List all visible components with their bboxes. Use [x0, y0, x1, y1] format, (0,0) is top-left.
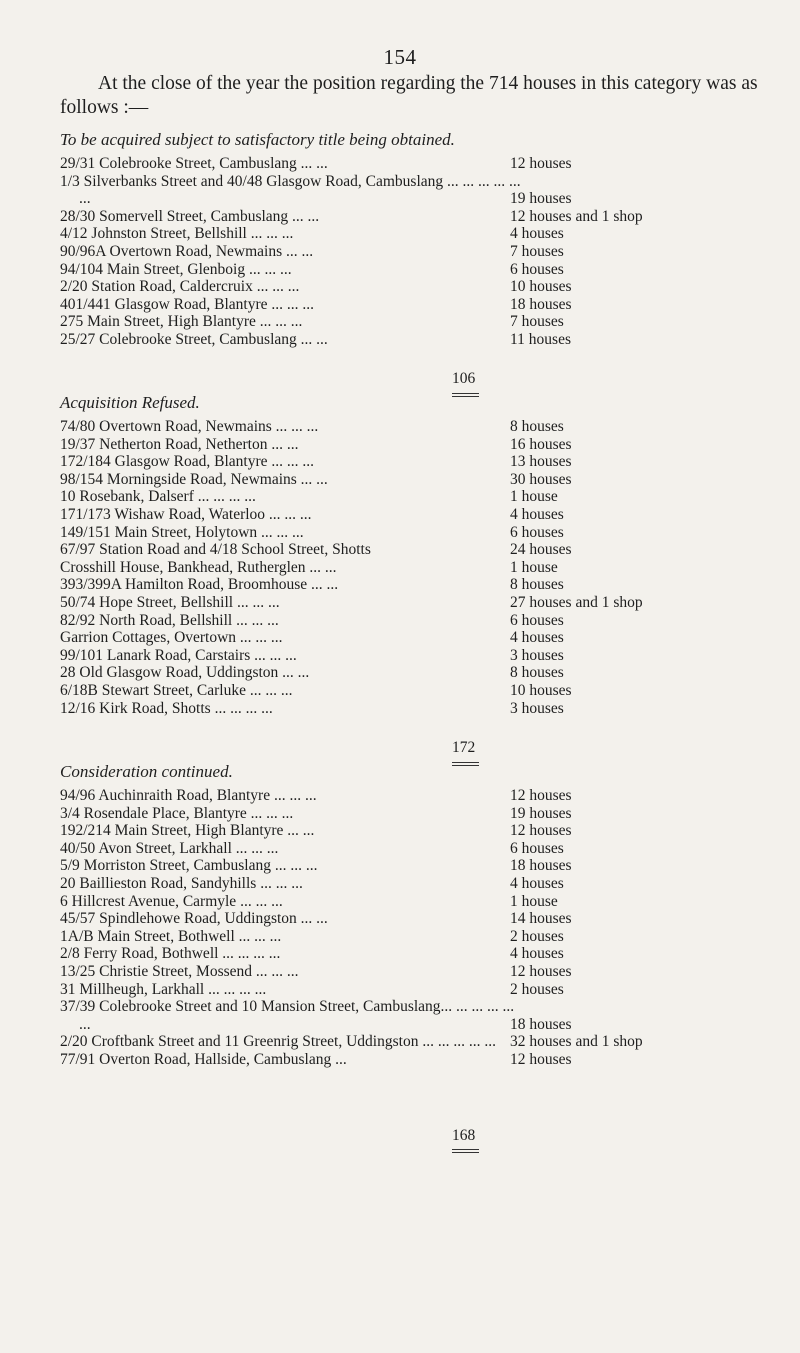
entry-address: 19/37 Netherton Road, Netherton ... ... [60, 435, 299, 453]
entry-address: 171/173 Wishaw Road, Waterloo ... ... ... [60, 505, 312, 523]
list-item [60, 963, 800, 981]
entry-address: 28 Old Glasgow Road, Uddingston ... ... [60, 664, 310, 682]
list-item [60, 559, 800, 577]
list-item [60, 541, 800, 559]
entry-address: 3/4 Rosendale Place, Blantyre ... ... ... [60, 804, 294, 822]
section-consideration-continued [60, 760, 800, 1069]
section-total: 172 [452, 739, 476, 756]
section-total: 106 [452, 370, 476, 387]
list-item [60, 1033, 800, 1051]
list-item [60, 787, 800, 805]
entry-address: 10 Rosebank, Dalserf ... ... ... ... [60, 488, 256, 506]
entry-address: 67/97 Station Road and 4/18 School Street, Shotts [60, 541, 371, 559]
entry-count: 14 houses [510, 910, 572, 928]
list-item [60, 945, 800, 963]
entry-count: 8 houses [510, 664, 564, 682]
entry-address: 1/3 Silverbanks Street and 40/48 Glasgow Road, Cambuslang ... ... ... ... ... ... [60, 172, 521, 208]
entry-address: 90/96A Overtown Road, Newmains ... ... [60, 242, 314, 260]
entry-address: 2/8 Ferry Road, Bothwell ... ... ... ... [60, 945, 281, 963]
entry-address: 94/104 Main Street, Glenboig ... ... ... [60, 260, 292, 278]
list-item [60, 629, 800, 647]
entry-address: Crosshill House, Bankhead, Rutherglen ... ... [60, 558, 337, 576]
entry-address: 98/154 Morningside Road, Newmains ... ... [60, 470, 328, 488]
entry-address: 6/18B Stewart Street, Carluke ... ... ... [60, 681, 293, 699]
list-item [60, 436, 800, 454]
entry-address: 45/57 Spindlehowe Road, Uddingston ... ... [60, 910, 328, 928]
entry-count: 6 houses [510, 839, 564, 857]
entry-count: 3 houses [510, 699, 564, 717]
entry-list [60, 155, 800, 349]
list-item [60, 278, 800, 296]
intro-paragraph: At the close of the year the position regarding the 714 houses in this category was as follows :— [60, 73, 758, 118]
entry-count: 12 houses [510, 962, 572, 980]
list-item [60, 418, 800, 436]
list-item [60, 296, 800, 314]
entry-count: 6 houses [510, 260, 564, 278]
list-item [60, 822, 800, 840]
entry-count: 6 houses [510, 523, 564, 541]
list-item [60, 875, 800, 893]
entry-count: 4 houses [510, 629, 564, 647]
entry-address: 393/399A Hamilton Road, Broomhouse ... ... [60, 576, 339, 594]
entry-address: 149/151 Main Street, Holytown ... ... ... [60, 523, 304, 541]
list-item [60, 453, 800, 471]
entry-address: 172/184 Glasgow Road, Blantyre ... ... ... [60, 453, 315, 471]
entry-address: Garrion Cottages, Overtown ... ... ... [60, 629, 283, 647]
section-heading: To be acquired subject to satisfactory title being obtained. [60, 130, 455, 149]
entry-count: 11 houses [510, 330, 571, 348]
entry-count: 19 houses [510, 190, 572, 208]
entry-count: 30 houses [510, 470, 572, 488]
entry-count: 2 houses [510, 980, 564, 998]
entry-address: 29/31 Colebrooke Street, Cambuslang ... ... [60, 155, 328, 172]
entry-count: 18 houses [510, 857, 572, 875]
entry-address: 4/12 Johnston Street, Bellshill ... ... ... [60, 225, 294, 243]
entry-count: 7 houses [510, 313, 564, 331]
list-item [60, 893, 800, 911]
entry-count: 4 houses [510, 225, 564, 243]
entry-count: 16 houses [510, 435, 572, 453]
entry-count: 1 house [510, 892, 558, 910]
section-to-be-acquired [60, 128, 800, 349]
entry-address: 12/16 Kirk Road, Shotts ... ... ... ... [60, 699, 273, 717]
entry-count: 8 houses [510, 418, 564, 435]
entry-address: 31 Millheugh, Larkhall ... ... ... ... [60, 980, 267, 998]
list-item [60, 910, 800, 928]
entry-address: 192/214 Main Street, High Blantyre ... ... [60, 822, 315, 840]
list-item [60, 647, 800, 665]
entry-address: 6 Hillcrest Avenue, Carmyle ... ... ... [60, 892, 283, 910]
list-item [60, 261, 800, 279]
entry-address: 1A/B Main Street, Bothwell ... ... ... [60, 927, 282, 945]
entry-address: 74/80 Overtown Road, Newmains ... ... ... [60, 418, 319, 435]
list-item [60, 471, 800, 489]
entry-count: 12 houses [510, 155, 572, 172]
list-item [60, 981, 800, 999]
entry-count: 3 houses [510, 646, 564, 664]
list-item [60, 506, 800, 524]
total-double-rule [452, 1149, 479, 1150]
entry-list [60, 418, 800, 717]
entry-count: 8 houses [510, 576, 564, 594]
list-item [60, 840, 800, 858]
entry-count: 12 houses [510, 822, 572, 840]
entry-address: 5/9 Morriston Street, Cambuslang ... ... ... [60, 857, 318, 875]
entry-address: 40/50 Avon Street, Larkhall ... ... ... [60, 839, 279, 857]
list-item [60, 928, 800, 946]
entry-count: 19 houses [510, 804, 572, 822]
section-total: 168 [452, 1127, 476, 1144]
entry-count: 18 houses [510, 295, 572, 313]
entry-address: 401/441 Glasgow Road, Blantyre ... ... ... [60, 295, 315, 313]
entry-count: 32 houses and 1 shop [510, 1033, 643, 1051]
entry-count: 4 houses [510, 945, 564, 963]
entry-address: 99/101 Lanark Road, Carstairs ... ... ... [60, 646, 297, 664]
section-heading: Consideration continued. [60, 762, 233, 781]
list-item [60, 155, 800, 173]
entry-address: 77/91 Overton Road, Hallside, Cambuslang ... [60, 1050, 347, 1068]
list-item [60, 857, 800, 875]
entry-address: 2/20 Croftbank Street and 11 Greenrig Street, Uddingston ... ... ... ... ... [60, 1033, 496, 1051]
entry-address: 94/96 Auchinraith Road, Blantyre ... ... ... [60, 787, 317, 804]
entry-count: 1 house [510, 558, 558, 576]
page-number: 154 [383, 45, 417, 69]
entry-count: 2 houses [510, 927, 564, 945]
list-item [60, 225, 800, 243]
entry-count: 6 houses [510, 611, 564, 629]
entry-address: 82/92 North Road, Bellshill ... ... ... [60, 611, 279, 629]
list-item [60, 576, 800, 594]
entry-address: 28/30 Somervell Street, Cambuslang ... ... [60, 207, 320, 225]
list-item [60, 594, 800, 612]
entry-address: 25/27 Colebrooke Street, Cambuslang ... ... [60, 330, 328, 348]
entry-count: 13 houses [510, 453, 572, 471]
entry-count: 27 houses and 1 shop [510, 593, 643, 611]
list-item [60, 664, 800, 682]
entry-address: 50/74 Hope Street, Bellshill ... ... ... [60, 593, 280, 611]
entry-count: 1 house [510, 488, 558, 506]
entry-count: 7 houses [510, 242, 564, 260]
list-item [60, 173, 800, 208]
section-heading: Acquisition Refused. [60, 393, 200, 412]
section-acquisition-refused [60, 391, 800, 717]
entry-list [60, 787, 800, 1069]
list-item [60, 208, 800, 226]
entry-address: 2/20 Station Road, Caldercruix ... ... ... [60, 278, 300, 296]
entry-address: 13/25 Christie Street, Mossend ... ... ... [60, 962, 299, 980]
list-item [60, 612, 800, 630]
entry-count: 18 houses [510, 1015, 572, 1033]
list-item [60, 998, 800, 1033]
entry-count: 10 houses [510, 278, 572, 296]
list-item [60, 313, 800, 331]
list-item [60, 700, 800, 718]
list-item [60, 1051, 800, 1069]
entry-count: 12 houses [510, 787, 572, 804]
entry-count: 4 houses [510, 874, 564, 892]
entry-count: 24 houses [510, 541, 572, 559]
entry-count: 10 houses [510, 681, 572, 699]
entry-count: 4 houses [510, 505, 564, 523]
list-item [60, 682, 800, 700]
list-item [60, 243, 800, 261]
entry-address: 37/39 Colebrooke Street and 10 Mansion Street, Cambuslang... ... ... ... ... ... [60, 998, 515, 1033]
list-item [60, 524, 800, 542]
list-item [60, 488, 800, 506]
list-item [60, 805, 800, 823]
entry-count: 12 houses and 1 shop [510, 207, 643, 225]
entry-address: 275 Main Street, High Blantyre ... ... ... [60, 313, 303, 331]
entry-address: 20 Baillieston Road, Sandyhills ... ... ... [60, 874, 303, 892]
list-item [60, 331, 800, 349]
entry-count: 12 houses [510, 1050, 572, 1068]
